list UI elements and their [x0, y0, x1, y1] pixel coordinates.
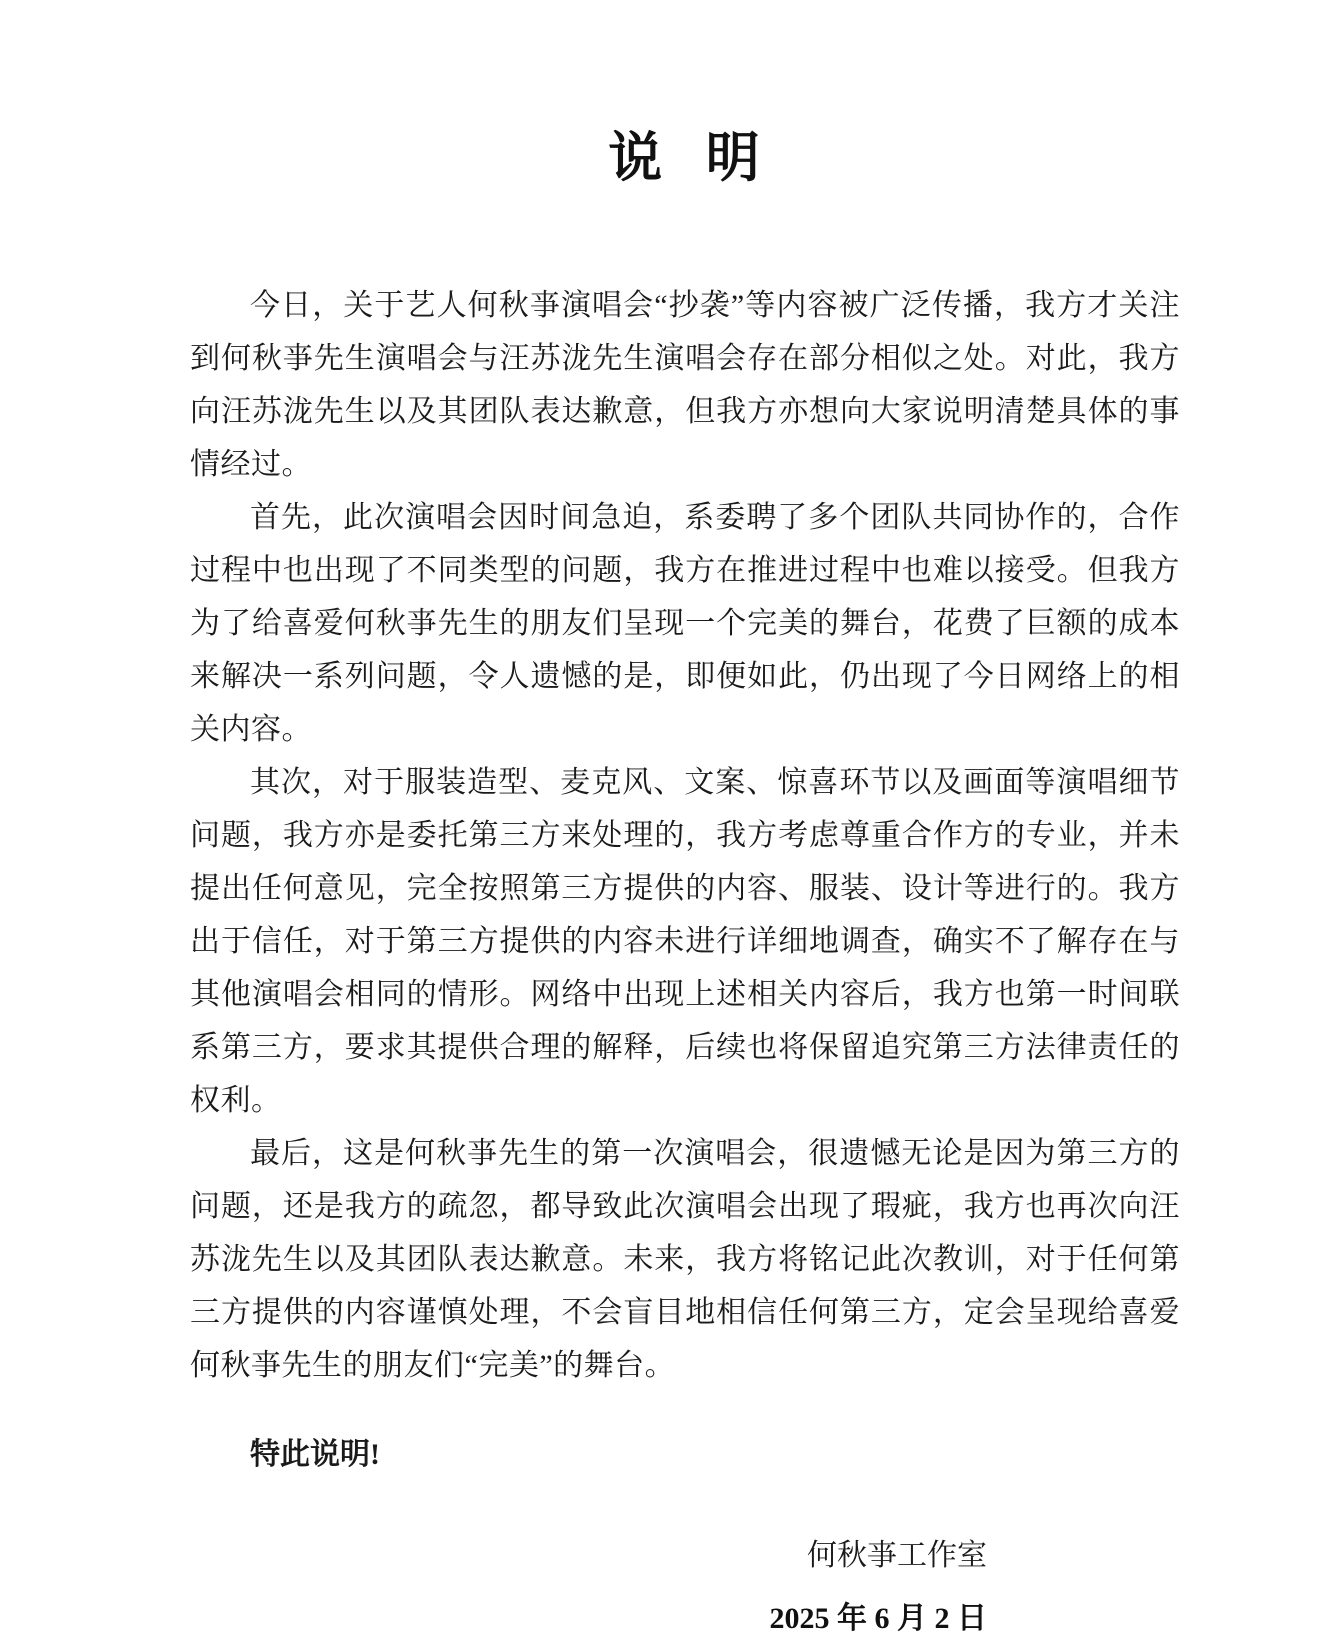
paragraph-1: 今日，关于艺人何秋亊演唱会“抄袭”等内容被广泛传播，我方才关注到何秋亊先生演唱会与汪苏泷先生演唱会存在部分相似之处。对此，我方向汪苏泷先生以及其团队表达歉意，但我方亦想向大家说明清楚具体的事情经过。: [190, 288, 1180, 481]
paragraph-2: 首先，此次演唱会因时间急迫，系委聘了多个团队共同协作的，合作过程中也出现了不同类型的问题，我方在推进过程中也难以接受。但我方为了给喜爱何秋亊先生的朋友们呈现一个完美的舞台，花费了巨额的成本来解决一系列问题，令人遗憾的是，即便如此，仍出现了今日网络上的相关内容。: [190, 500, 1180, 746]
paragraph-3: 其次，对于服装造型、麦克风、文案、惊喜环节以及画面等演唱细节问题，我方亦是委托第三方来处理的，我方考虑尊重合作方的专业，并未提出任何意见，完全按照第三方提供的内容、服装、设计等进行的。我方出于信任，对于第三方提供的内容未进行详细地调查，确实不了解存在与其他演唱会相同的情形。网络中出现上述相关内容后，我方也第一时间联系第三方，要求其提供合理的解释，后续也将保留追究第三方法律责任的权利。: [190, 765, 1180, 1117]
signature-block: [190, 1529, 1180, 1645]
document-title: 说 明: [608, 128, 762, 188]
document-body: [190, 279, 1180, 1392]
paragraph-4: 最后，这是何秋亊先生的第一次演唱会，很遗憾无论是因为第三方的问题，还是我方的疏忽，都导致此次演唱会出现了瑕疵，我方也再次向汪苏泷先生以及其团队表达歉意。未来，我方将铭记此次教训，对于任何第三方提供的内容谨慎处理，不会盲目地相信任何第三方，定会呈现给喜爱何秋亊先生的朋友们“完美”的舞台。: [190, 1136, 1180, 1382]
signature: 何秋亊工作室: [807, 1538, 987, 1572]
closing-note: 特此说明!: [250, 1437, 380, 1471]
date: 2025 年 6 月 2 日: [769, 1601, 987, 1635]
